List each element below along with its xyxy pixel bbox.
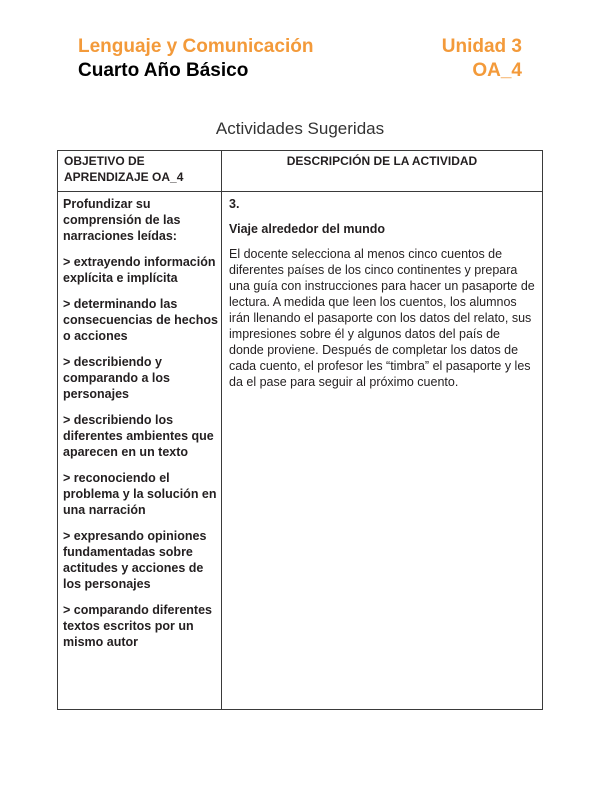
subject-title: Lenguaje y Comunicación xyxy=(78,36,314,57)
objective-item: > describiendo los diferentes ambientes que aparecen en un texto xyxy=(63,413,214,459)
objective-item: > extrayendo información explícita e implícita xyxy=(63,255,216,285)
activity-number: 3. xyxy=(229,197,240,211)
objective-item: > describiendo y comparando a los personajes xyxy=(63,355,170,401)
objectives-list xyxy=(63,196,218,660)
objective-intro: Profundizar su comprensión de las narraciones leídas: xyxy=(63,197,181,243)
objective-column-header: OBJETIVO DE APRENDIZAJE OA_4 xyxy=(64,154,184,184)
objective-item: > expresando opiniones fundamentadas sobre actitudes y acciones de los personajes xyxy=(63,529,207,591)
unit-label: Unidad 3 xyxy=(441,36,522,57)
objective-item: > reconociendo el problema y la solución en una narración xyxy=(63,471,217,517)
page-header xyxy=(78,36,522,84)
objective-item: > comparando diferentes textos escritos por un mismo autor xyxy=(63,603,212,649)
activity-title: Viaje alrededor del mundo xyxy=(229,222,386,236)
header-row-divider xyxy=(58,191,542,192)
description-column-header: DESCRIPCIÓN DE LA ACTIVIDAD xyxy=(286,154,478,168)
activity-description-cell xyxy=(229,196,537,390)
objective-code: OA_4 xyxy=(472,60,522,81)
activity-description: El docente selecciona al menos cinco cuentos de diferentes países de los cinco continentes y prepara una guía con instrucciones para hacer un pasaporte de lectura. A medida que leen los cuentos, los alumnos irán llenando el pasaporte con los datos del relato, sus impresiones sobre él y algunos datos del país de donde proviene. Después de completar los datos de cada cuento, el profesor les “timbra” el pasaporte y les da el pase para seguir al próximo cuento. xyxy=(229,247,535,389)
activities-table xyxy=(57,150,543,710)
objective-item: > determinando las consecuencias de hechos o acciones xyxy=(63,297,218,343)
section-title: Actividades Sugeridas xyxy=(215,119,385,138)
grade-level: Cuarto Año Básico xyxy=(78,60,249,81)
column-divider xyxy=(221,151,222,709)
